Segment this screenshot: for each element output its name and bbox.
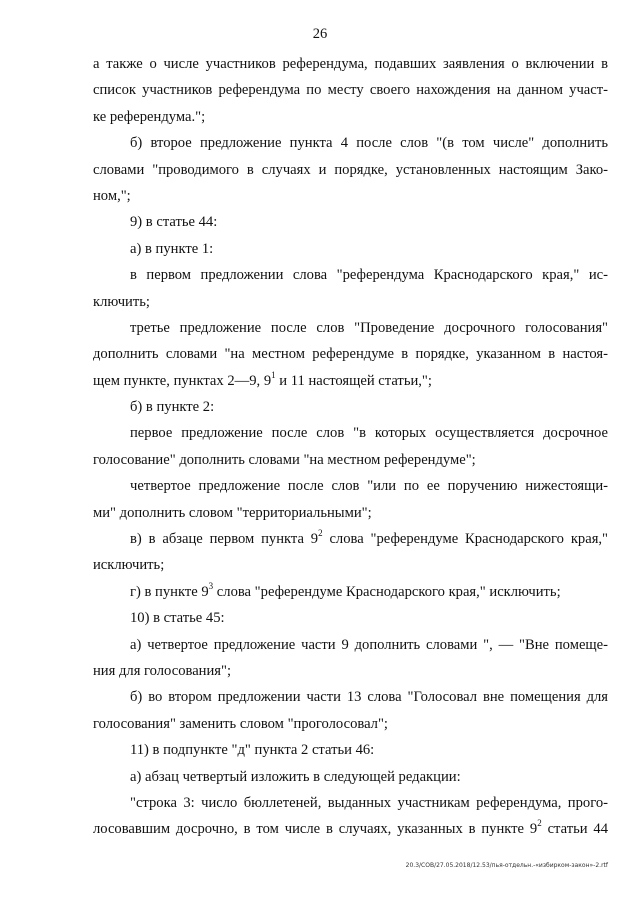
superscript: 2	[318, 528, 323, 539]
text-line: г) в пункте $9^3$ слова "референдуме Краснодарского края," исключить;	[130, 580, 561, 600]
text-line: дополнить словами "на местном референдуме в порядке, указанном в настоя-	[93, 346, 608, 363]
text-line: 10) в статье 45:	[130, 610, 225, 627]
text-line: ке референдума.";	[93, 108, 206, 125]
text-line: а также о числе участников референдума, подавших заявления о включении в	[93, 56, 608, 72]
text-line: словами "проводимого в случаях и порядке, установленных настоящим Зако-	[93, 161, 608, 178]
superscript: 1	[271, 369, 276, 380]
text-line: голосование" дополнить словами "на местном референдуме";	[93, 451, 476, 468]
page-number: 26	[312, 26, 328, 42]
text-line: третье предложение после слов "Проведение досрочного голосования"	[130, 319, 608, 336]
text-line: ключить;	[93, 293, 150, 310]
text-line: щем пункте, пунктах 2—9, $9^1$ и 11 настоящей статьи,";	[93, 369, 432, 389]
text-line: а) абзац четвертый изложить в следующей редакции:	[130, 768, 461, 785]
text-line: 9) в статье 44:	[130, 214, 218, 231]
text-line: четвертое предложение после слов "или по ее поручению нижестоящи-	[130, 478, 608, 495]
text-line: лосовавшим досрочно, в том числе в случаях, указанных в пункте $9^2$ статьи 44	[93, 818, 608, 838]
text-line: список участников референдума по месту своего нахождения на данном участ-	[93, 82, 608, 99]
text-line: в) в абзаце первом пункта $9^2$ слова "референдуме Краснодарского края,"	[130, 528, 608, 548]
text-line: 11) в подпункте "д" пункта 2 статьи 46:	[130, 742, 375, 759]
text-line: первое предложение после слов "в которых осуществляется досрочное	[130, 425, 608, 442]
superscript: 2	[537, 818, 542, 829]
text-line: б) второе предложение пункта 4 после слов "(в том числе" дополнить	[130, 135, 608, 152]
text-line: голосования" заменить словом "проголосовал";	[93, 715, 388, 732]
text-line: исключить;	[93, 557, 165, 574]
text-line: а) четвертое предложение части 9 дополнить словами ", — "Вне помеще-	[130, 636, 608, 653]
text-line: б) в пункте 2:	[130, 399, 215, 416]
file-path-footer: 20.3/СОВ/27.05.2018/12.53/пья-отдельн.-«избирком-закон»-2.rtf	[405, 862, 608, 869]
text-line: ния для голосования";	[93, 662, 232, 679]
text-line: б) во втором предложении части 13 слова "Голосовал вне помещения для	[130, 689, 608, 706]
body-text	[93, 51, 608, 843]
text-line: "строка 3: число бюллетеней, выданных участникам референдума, прого-	[130, 794, 608, 811]
text-line: а) в пункте 1:	[130, 240, 214, 257]
text-line: ном,";	[93, 187, 131, 204]
superscript: 3	[208, 580, 214, 591]
text-line: в первом предложении слова "референдума Краснодарского края," ис-	[130, 267, 608, 284]
text-line: ми" дополнить словом "территориальными";	[93, 504, 372, 521]
